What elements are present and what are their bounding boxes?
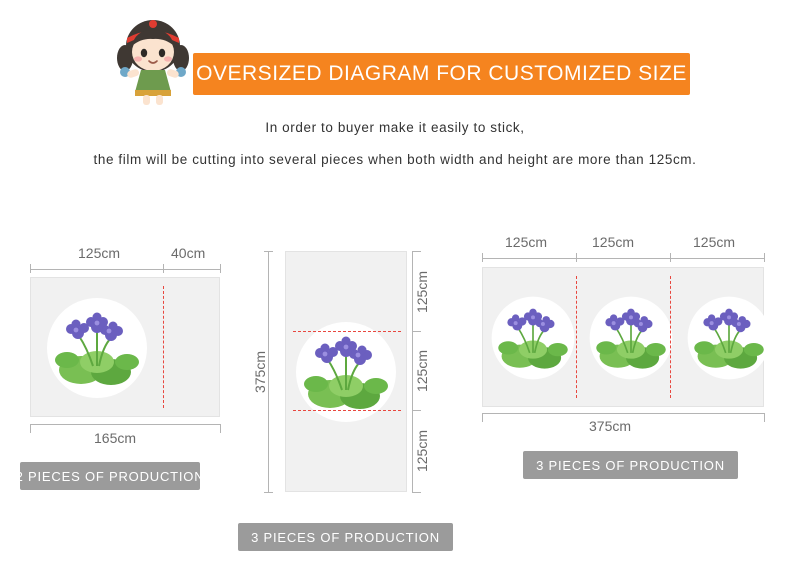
badge-three-pieces-vertical: 3 PIECES OF PRODUCTION xyxy=(238,523,453,551)
dim-rule-top-2 xyxy=(163,269,220,270)
dim-rule-right-3 xyxy=(412,410,413,492)
dim-label-top-1: 125cm xyxy=(78,245,121,261)
dim-tick xyxy=(163,264,164,273)
dim-tick xyxy=(412,492,421,493)
girl-mascot-icon xyxy=(105,12,201,108)
dim-tick xyxy=(264,251,273,252)
dim-rule-right-1 xyxy=(412,251,413,331)
dim-tick xyxy=(412,251,421,252)
dim-rule-top-1 xyxy=(482,258,576,259)
dim-tick xyxy=(482,253,483,262)
violet-flowers-illustration xyxy=(294,320,398,429)
dim-tick xyxy=(264,492,273,493)
dim-rule-bottom xyxy=(30,424,220,425)
intro-line-1: In order to buyer make it easily to stick, xyxy=(265,120,525,135)
cut-line xyxy=(293,410,401,411)
dim-rule-left xyxy=(268,251,269,492)
dim-tick xyxy=(412,331,421,332)
cut-line xyxy=(670,276,671,398)
dim-tick xyxy=(220,424,221,433)
violet-flowers-illustration xyxy=(45,296,149,405)
dim-tick xyxy=(576,253,577,262)
dim-tick xyxy=(670,253,671,262)
violet-flowers-illustration xyxy=(490,295,576,386)
cut-line xyxy=(576,276,577,398)
dim-label-top-1: 125cm xyxy=(505,234,548,250)
dim-label-right-2: 125cm xyxy=(414,349,430,393)
dim-rule-top-2 xyxy=(576,258,670,259)
dim-label-right-3: 125cm xyxy=(414,429,430,473)
dim-rule-bottom xyxy=(482,413,764,414)
dim-tick xyxy=(30,264,31,273)
dim-label-left: 375cm xyxy=(252,350,268,394)
violet-flowers-illustration xyxy=(588,295,674,386)
dim-tick xyxy=(764,413,765,422)
page-title: OVERSIZED DIAGRAM FOR CUSTOMIZED SIZE xyxy=(196,62,687,85)
header-banner xyxy=(193,53,690,95)
dim-label-top-2: 125cm xyxy=(592,234,635,250)
dim-label-right-1: 125cm xyxy=(414,270,430,314)
violet-flowers-illustration xyxy=(686,295,772,386)
dim-tick xyxy=(482,413,483,422)
dim-tick xyxy=(220,264,221,273)
dim-tick xyxy=(30,424,31,433)
dim-rule-right-2 xyxy=(412,331,413,410)
dim-rule-top-1 xyxy=(30,269,163,270)
dim-label-bottom: 165cm xyxy=(94,430,137,446)
cut-line xyxy=(293,331,401,332)
badge-three-pieces-horizontal: 3 PIECES OF PRODUCTION xyxy=(523,451,738,479)
badge-two-pieces: 2 PIECES OF PRODUCTION xyxy=(20,462,200,490)
intro-line-2: the film will be cutting into several pieces when both width and height are more than 125cm. xyxy=(93,152,697,167)
dim-label-top-2: 40cm xyxy=(171,245,206,261)
dim-label-bottom: 375cm xyxy=(589,418,632,434)
dim-tick xyxy=(412,410,421,411)
dim-rule-top-3 xyxy=(670,258,764,259)
dim-label-top-3: 125cm xyxy=(693,234,736,250)
cut-line xyxy=(163,286,164,408)
dim-tick xyxy=(764,253,765,262)
